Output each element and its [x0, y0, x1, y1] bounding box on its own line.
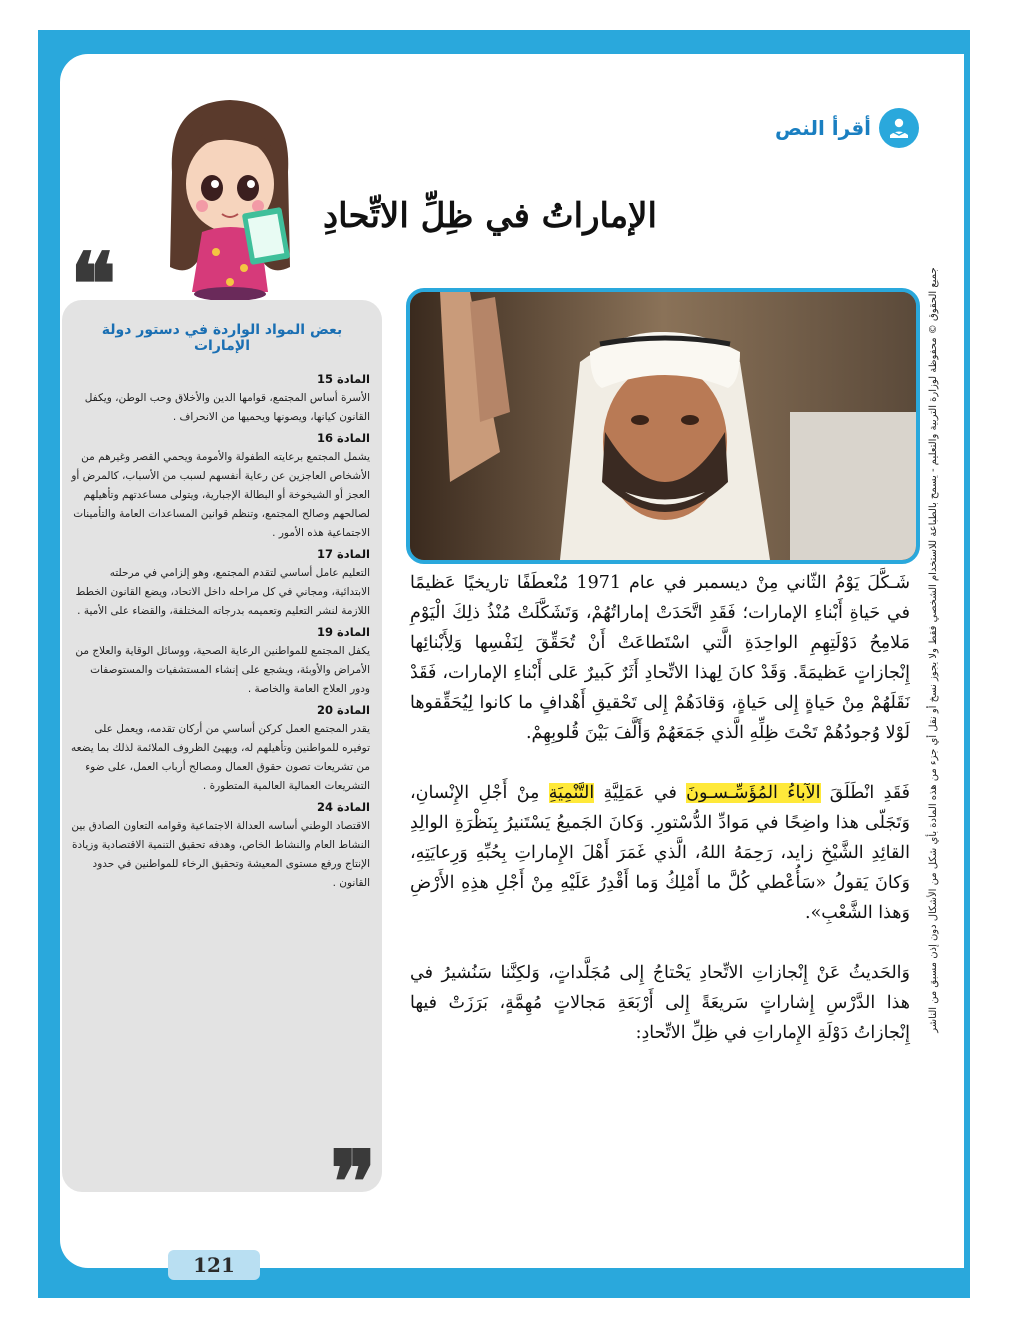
paragraph-intro: شَـكَّلَ يَوْمُ الثّاني مِنْ ديسمبر في عام 1971 مُنْعطَفًا تاريخيًا عَظيمًا في حَياةِ أَبْناءِ الإمارات؛ فَقَدِ اتَّحَدَتْ إماراتُهُمْ، وَتَشَكَّلَتْ مُنْذُ ذلِكَ الْيَوْمِ مَلامِحُ دَوْلَتِهِمِ الواحِدَةِ الَّتي اسْتَطاعَتْ أَنْ تُحَقِّقَ لِنَفْسِها وَلِأَبْنائِها إِنْجازاتٍ عَظيمَةً. وَقَدْ كانَ لِهذا الاتِّحادِ أَثَرٌ كَبيرٌ عَلى أَبْناءِ الإمارات، فَقَدْ نَقَلَهُمْ مِنْ حَياةٍ إِلى حَياةٍ، وَقادَهُمْ إِلى تَحْقيقِ أَهْدافٍ ما كانوا لِيُحَقِّقوها لَوْلا وُجودُهُمْ تَحْتَ ظِلِّهِ الَّذي جَمَعَهُمْ وَأَلَّفَ بَيْنَ قُلوبِهِمْ.: [410, 573, 910, 743]
article-item: [70, 429, 370, 543]
girl-reading-illustration: [150, 92, 310, 302]
highlight-development: التَّنْمِيَةِ: [548, 783, 595, 803]
article-label: المادة 19: [317, 625, 370, 639]
article-text: يكفل المجتمع للمواطنين الرعاية الصحية، ووسائل الوقاية والعلاج من الأمراض والأوبئة، ويشجع على إنشاء المستشفيات والمستوصفات ودور العلاج العامة والخاصة .: [75, 645, 370, 695]
page-number: 121: [168, 1250, 260, 1280]
article-text: الأسرة أساس المجتمع، قوامها الدين والأخلاق وحب الوطن، ويكفل القانون كيانها، ويصونها ويحميها من الانحراف .: [84, 392, 370, 423]
sheikh-zayed-photo: [406, 288, 920, 564]
p2-start: فَقَدِ انْطَلَقَ: [820, 783, 910, 803]
article-item: [70, 798, 370, 893]
copyright-note: جميع الحقوق © محفوظة لوزارة التربية والتعليم - يسمح بالطباعة للاستخدام الشخصي فقط ولا يجوز نسخ أو نقل أي جزء من هذه المادة بأي شكل من الأشكال دون إذن مسبق من الناشر: [928, 267, 939, 1033]
open-quote-icon: ❝: [70, 234, 117, 335]
article-text: الاقتصاد الوطني أساسه العدالة الاجتماعية وقوامه التعاون الصادق بين النشاط العام والنشاط الخاص، وهدفه تحقيق التنمية الاقتصادية وزيادة الإنتاج ورفع مستوى المعيشة وتحقيق الرخاء للمواطنين في حدود القانون .: [71, 820, 370, 889]
article-text: التعليم عامل أساسي لتقدم المجتمع، وهو إلزامي في مرحلته الابتدائية، ومجاني في كل مراحله داخل الاتحاد، ويضع القانون الخطط اللازمة لنشر التعليم وتعميمه بدرجاته المختلفة، والقضاء على الأمية .: [75, 567, 370, 617]
article-item: [70, 545, 370, 621]
close-quote-icon: ❞: [330, 1132, 377, 1233]
article-label: المادة 20: [317, 703, 370, 717]
read-text-badge: [775, 108, 919, 148]
article-text: يشمل المجتمع برعايته الطفولة والأمومة ويحمي القصر وغيرهم من الأشخاص العاجزين عن رعاية أنفسهم لسبب من الأسباب، كالمرض أو العجز أو الشيخوخة أو البطالة الإجبارية، ويتولى مساعدتهم وتأهيلهم لصالحهم وصالح المجتمع، وتنظم قوانين المساعدات العامة والتأمينات الاجتماعية هذه الأمور .: [71, 451, 370, 539]
p2-rest: مِنْ أَجْلِ الإِنْسانِ، وَتَجَلّى هذا واضِحًا في مَوادِّ الدُّسْتورِ. وَكانَ الجَميعُ يَسْتَنيرُ بِنَظْرَةِ الوالِدِ القائِدِ الشَّيْخِ زايد، رَحِمَهُ اللهُ، الَّذي غَمَرَ أَهْلَ الإِماراتِ بِحُبِّهِ وَرِعايَتِهِ، وَكانَ يَقولُ «سَأُعْطي كُلَّ ما أَمْلِكُ وَما أَقْدِرُ عَلَيْهِ مِنْ أَجْلِ هذِهِ الأَرْضِ وَهذا الشَّعْبِ».: [410, 783, 910, 923]
read-text-label: أقرأ النص: [775, 116, 872, 140]
article-label: المادة 16: [317, 431, 370, 445]
paragraph-achievements: وَالحَديثُ عَنْ إِنْجازاتِ الاتِّحادِ يَحْتاجُ إِلى مُجَلَّداتٍ، وَلكِنَّنا سَنُشيرُ في هذا الدَّرْسِ إِشاراتٍ سَريعَةً إِلى أَرْبَعَةِ مَجالاتٍ مُهِمَّةٍ، بَرَزَتْ فيها إِنْجازاتُ دَوْلَةِ الإِماراتِ في ظِلِّ الاتِّحادِ:: [410, 963, 910, 1043]
page-title: الإماراتُ في ظِلِّ الاتِّحادِ: [323, 196, 657, 236]
article-label: المادة 24: [317, 800, 370, 814]
constitution-articles: [70, 368, 370, 895]
reading-person-icon: [879, 108, 919, 148]
article-item: [70, 370, 370, 427]
paragraph-founders: [410, 778, 910, 928]
article-text: يقدر المجتمع العمل كركن أساسي من أركان تقدمه، ويعمل على توفيره للمواطنين وتأهيلهم له، ويهيئ الظروف الملائمة لذلك بما يضعه من تشريعات تصون حقوق العمال ومصالح أرباب العمل، على ضوء التشريعات العمالية العالمية المتطورة .: [70, 723, 370, 792]
article-item: [70, 701, 370, 796]
article-label: المادة 17: [317, 547, 370, 561]
sidebar-title: بعض المواد الواردة في دستور دولة الإمارات: [101, 322, 343, 354]
article-item: [70, 623, 370, 699]
highlight-founding-fathers: الآباءُ المُؤَسِّـسـونَ: [686, 783, 821, 803]
p2-mid: في عَمَلِيَّةِ: [594, 783, 687, 803]
article-label: المادة 15: [317, 372, 370, 386]
main-text: [410, 568, 910, 1078]
